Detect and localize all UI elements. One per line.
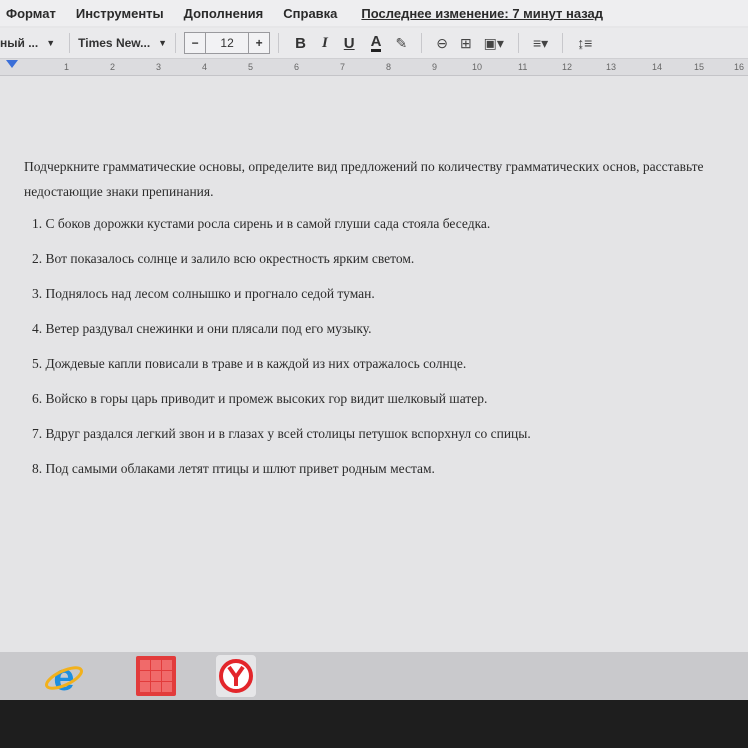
divider (69, 33, 70, 53)
style-dropdown-label: ный ... (0, 36, 39, 50)
menu-tools[interactable]: Инструменты (75, 5, 164, 21)
list-item[interactable]: 8. Под самыми облаками летят птицы и шлют привет родным местам. (32, 461, 435, 476)
tiles-app-icon[interactable] (136, 656, 176, 696)
menu-bar (0, 0, 748, 26)
ruler-number: 5 (248, 62, 254, 72)
list-item[interactable]: 6. Войско в горы царь приводит и промеж высоких гор видит шелковый шатер. (32, 391, 488, 406)
highlight-pen-icon[interactable]: ✎ (395, 34, 408, 51)
ruler-number: 12 (562, 62, 573, 72)
text-color-button[interactable]: A (370, 32, 382, 50)
red-tiles-icon (136, 656, 176, 696)
underline-button[interactable]: U (343, 34, 355, 52)
indent-marker-icon[interactable] (6, 60, 18, 68)
ruler-number: 11 (518, 62, 528, 72)
align-icon[interactable]: ≡▾ (532, 34, 549, 51)
ruler-number: 9 (432, 62, 438, 72)
list-item[interactable]: 7. Вдруг раздался легкий звон и в глазах у всей столицы петушок вспорхнул со спицы. (32, 426, 531, 441)
ruler-number: 3 (156, 62, 162, 72)
internet-explorer-icon[interactable] (44, 656, 84, 696)
list-item[interactable]: 2. Вот показалось солнце и залило всю окрестность ярким светом. (32, 251, 415, 266)
ruler-number: 15 (694, 62, 705, 72)
ruler-number: 10 (472, 62, 483, 72)
ruler[interactable] (0, 59, 748, 76)
divider (278, 33, 279, 53)
divider (421, 33, 422, 53)
ruler-number: 13 (606, 62, 617, 72)
sentence-list (24, 206, 744, 486)
menu-format[interactable]: Формат (6, 5, 56, 21)
insert-image-icon[interactable]: ▣▾ (483, 34, 504, 51)
ruler-number: 1 (64, 62, 70, 72)
font-size-input[interactable]: 12 (206, 32, 248, 54)
taskbar (0, 652, 748, 700)
chevron-down-icon: ▼ (46, 38, 56, 48)
font-size-decrease-button[interactable]: − (184, 32, 206, 54)
ie-logo-icon (44, 656, 84, 696)
list-item[interactable]: 5. Дождевые капли повисали в траве и в каждой из них отражалось солнце. (32, 356, 467, 371)
ruler-number: 4 (202, 62, 208, 72)
line-spacing-icon[interactable]: ↨≡ (577, 35, 593, 51)
last-edit-link[interactable]: Последнее изменение: 7 минут назад (361, 5, 603, 21)
bold-button[interactable]: B (295, 34, 306, 52)
italic-button[interactable]: I (321, 34, 328, 51)
svg-text:e: e (53, 657, 75, 696)
document-body[interactable] (24, 154, 744, 486)
ruler-number: 16 (734, 62, 745, 72)
yandex-logo-icon (216, 655, 256, 697)
list-item[interactable]: 4. Ветер раздувал снежинки и они плясали под его музыку. (32, 321, 372, 336)
link-icon[interactable]: ⊖ (436, 34, 448, 51)
font-dropdown[interactable] (78, 36, 167, 50)
toolbar (0, 28, 748, 59)
document-page[interactable] (0, 76, 748, 700)
ruler-number: 2 (110, 62, 116, 72)
font-size-increase-button[interactable]: + (248, 32, 270, 54)
divider (562, 33, 563, 53)
style-dropdown[interactable] (0, 36, 55, 50)
chevron-down-icon: ▼ (158, 38, 168, 48)
font-dropdown-label: Times New... (78, 36, 151, 50)
yandex-browser-icon[interactable] (216, 656, 256, 696)
ruler-number: 14 (652, 62, 663, 72)
task-instructions[interactable]: Подчеркните грамматические основы, определите вид предложений по количеству грамматических основ, расставьте недостающие знаки препинания. (24, 159, 704, 199)
menu-addons[interactable]: Дополнения (183, 5, 264, 21)
insert-comment-icon[interactable]: ⊞ (459, 34, 472, 51)
list-item[interactable]: 3. Поднялось над лесом солнышко и прогнало седой туман. (32, 286, 375, 301)
divider (175, 33, 176, 53)
ruler-number: 6 (294, 62, 300, 72)
ruler-number: 7 (340, 62, 346, 72)
menu-help[interactable]: Справка (283, 5, 338, 21)
list-item[interactable]: 1. С боков дорожки кустами росла сирень и в самой глуши сада стояла беседка. (32, 216, 491, 231)
divider (518, 33, 519, 53)
monitor-bezel (0, 700, 748, 748)
ruler-number: 8 (386, 62, 392, 72)
